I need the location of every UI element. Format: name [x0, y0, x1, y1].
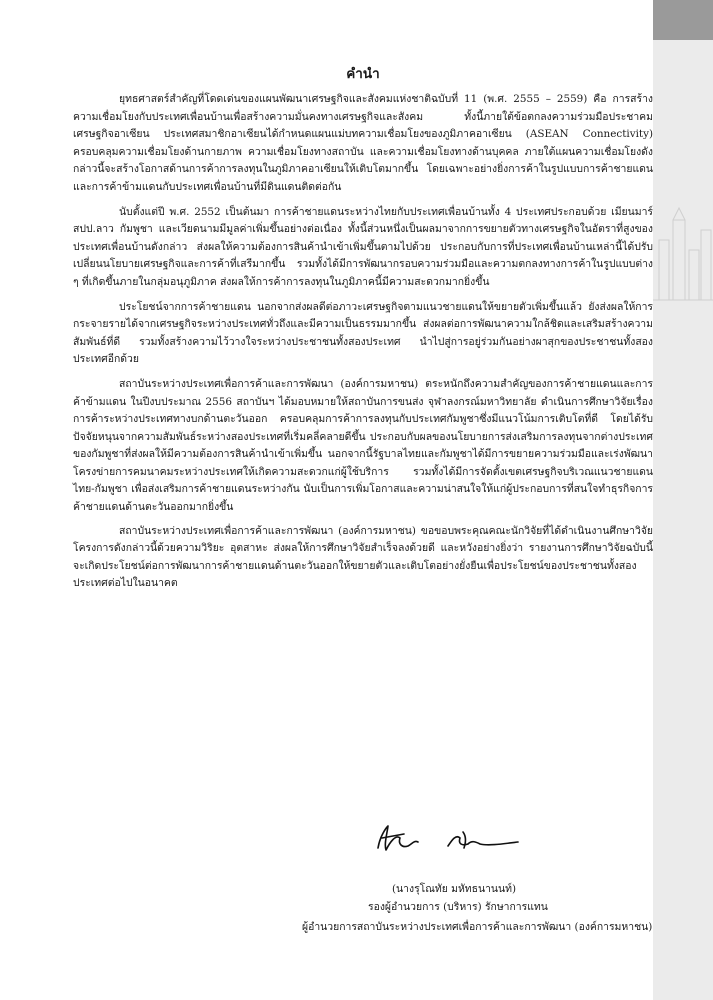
- signatory-position-line-1: รองผู้อำนวยการ (บริหาร) รักษาการแทน: [368, 901, 548, 913]
- signatory-position-line-2: ผู้อำนวยการสถาบันระหว่างประเทศเพื่อการค้าและการพัฒนา (องค์การมหาชน): [302, 921, 653, 933]
- paragraph-1: ยุทธศาสตร์สำคัญที่โดดเด่นของแผนพัฒนาเศรษฐกิจและสังคมแห่งชาติฉบับที่ 11 (พ.ศ. 2555 – 2559) คือ การสร้างความเชื่อมโยงกับประเทศเพื่อนบ้านเพื่อสร้างความมั่นคงทางเศรษฐกิจและสังคม ทั้งนี้ภายใต้ข้อตกลงความร่วมมือประชาคมเศรษฐกิจอาเซียน ประเทศสมาชิกอาเซียนได้กำหนดแผนแม่บทความเชื่อมโยงของภูมิภาคอาเซียน (ASEAN Connectivity) ครอบคลุมความเชื่อมโยงด้านกายภาพ ความเชื่อมโยงทางสถาบัน และความเชื่อมโยงทางด้านบุคคล ภายใต้แผนความเชื่อมโยงดังกล่าวนี้จะสร้างโอกาสด้านการค้าการลงทุนในภูมิภาคอาเซียนให้เติบโตมากขึ้น โดยเฉพาะอย่างยิ่งการค้าในรูปแบบการค้าชายแดนและการค้าข้ามแดนกับประเทศเพื่อนบ้านที่มีดินแดนติดต่อกัน: [73, 93, 653, 193]
- paragraph-5: สถาบันระหว่างประเทศเพื่อการค้าและการพัฒนา (องค์การมหาชน) ขอขอบพระคุณคณะนักวิจัยที่ได้ดำเนินงานศึกษาวิจัยโครงการดังกล่าวนี้ด้วยความวิริยะ อุตสาหะ ส่งผลให้การศึกษาวิจัยสำเร็จลงด้วยดี และหวังอย่างยิ่งว่า รายงานการศึกษาวิจัยฉบับนี้จะเกิดประโยชน์ต่อการพัฒนาการค้าชายแดนด้านตะวันออกให้ขยายตัวและเติบโตอย่างยั่งยืนเพื่อประโยชน์ของประชาชนทั้งสองประเทศต่อไปในอนาคต: [73, 524, 653, 590]
- preface-page: [73, 66, 653, 600]
- paragraph-3: ประโยชน์จากการค้าชายแดน นอกจากส่งผลดีต่อภาวะเศรษฐกิจตามแนวชายแดนให้ขยายตัวเพิ่มขึ้นแล้ว ยังส่งผลให้การกระจายรายได้จากเศรษฐกิจระหว่างประเทศทั่วถึงและมีความเป็นธรรมมากขึ้น ส่งผลต่อการพัฒนาความใกล้ชิดและเสริมสร้างความสัมพันธ์ที่ดี รวมทั้งสร้างความไว้วางใจระหว่างประชาชนทั้งสองประเทศ นำไปสู่การอยู่ร่วมกันอย่างผาสุกของประชาชนทั้งสองประเทศอีกด้วย: [73, 300, 653, 366]
- page-title: คำนำ: [346, 66, 380, 82]
- side-decorative-band: [653, 0, 713, 1000]
- paragraph-4: สถาบันระหว่างประเทศเพื่อการค้าและการพัฒนา (องค์การมหาชน) ตระหนักถึงความสำคัญของการค้าชายแดนและการค้าข้ามแดน ในปีงบประมาณ 2556 สถาบันฯ ได้มอบหมายให้สถาบันการขนส่ง จุฬาลงกรณ์มหาวิทยาลัย ดำเนินการศึกษาวิจัยเรื่อง การค้าระหว่างประเทศทางบกด้านตะวันออก ครอบคลุมการค้าการลงทุนกับประเทศกัมพูชาซึ่งมีแนวโน้มการเติบโตที่ดี โดยได้รับปัจจัยหนุนจากความสัมพันธ์ระหว่างสองประเทศที่เริ่มคลี่คลายดีขึ้น ประกอบกับผลของนโยบายการส่งเสริมการลงทุนจากต่างประเทศของกัมพูชาที่ส่งผลให้มีความต้องการสินค้านำเข้าเพิ่มขึ้น นอกจากนี้รัฐบาลไทยและกัมพูชาได้มีการขยายความร่วมมือและเร่งพัฒนาโครงข่ายการคมนาคมระหว่างประเทศให้เกิดความสะดวกแก่ผู้ใช้บริการ รวมทั้งได้มีการจัดตั้งเขตเศรษฐกิจบริเวณแนวชายแดนไทย-กัมพูชา เพื่อส่งเสริมการค้าชายแดนระหว่างกัน นับเป็นการเพิ่มโอกาสและความน่าสนใจให้แก่ผู้ประกอบการที่สนใจทำธุรกิจการค้าชายแดนด้านตะวันออกมากยิ่งขึ้น: [73, 377, 653, 514]
- paragraph-2: นับตั้งแต่ปี พ.ศ. 2552 เป็นต้นมา การค้าชายแดนระหว่างไทยกับประเทศเพื่อนบ้านทั้ง 4 ประเทศประกอบด้วย เมียนมาร์ สปป.ลาว กัมพูชา และเวียดนามมีมูลค่าเพิ่มขึ้นอย่างต่อเนื่อง ทั้งนี้ส่วนหนึ่งเป็นผลมาจากการขยายตัวทางเศรษฐกิจในอัตราที่สูงของประเทศเพื่อนบ้านดังกล่าว ส่งผลให้ความต้องการสินค้านำเข้าเพิ่มขึ้นตามไปด้วย ประกอบกับการที่ประเทศเพื่อนบ้านเหล่านี้ได้ปรับเปลี่ยนนโยบายเศรษฐกิจและการค้าที่เสรีมากขึ้น รวมทั้งได้มีการพัฒนากรอบความร่วมมือและความตกลงทางการค้าในรูปแบบต่าง ๆ ที่เกิดขึ้นภายในกลุ่มอนุภูมิภาค ส่งผลให้การค้าการลงทุนในภูมิภาคนี้มีความสะดวกมากยิ่งขึ้น: [73, 205, 653, 288]
- city-skyline-icon: [653, 200, 713, 310]
- handwritten-signature-icon: [368, 820, 538, 860]
- signatory-name: (นางรุโณทัย มหัทธนานนท์): [392, 883, 517, 895]
- side-tab-marker: [653, 0, 713, 40]
